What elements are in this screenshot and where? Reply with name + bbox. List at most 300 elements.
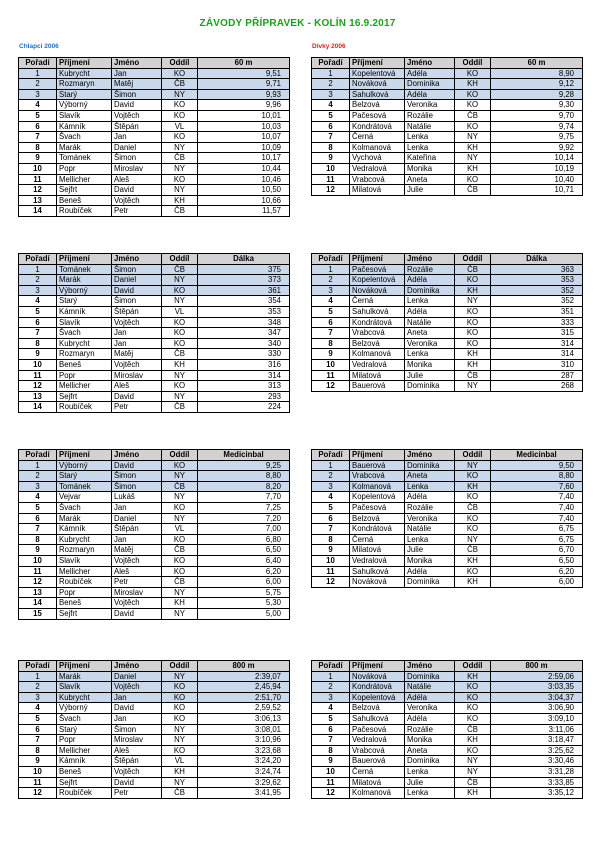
- surname-cell: Bauerová: [350, 756, 405, 767]
- result-cell: 10,71: [491, 185, 583, 196]
- club-cell: KH: [455, 349, 491, 360]
- name-cell: Daniel: [112, 671, 162, 682]
- table-row: [312, 724, 583, 735]
- result-cell: 10,03: [198, 121, 290, 132]
- rank-cell: 4: [19, 492, 57, 503]
- club-cell: ČB: [162, 349, 198, 360]
- result-cell: 10,01: [198, 110, 290, 121]
- surname-cell: Roubíček: [57, 788, 112, 799]
- table-row: [312, 100, 583, 111]
- surname-cell: Vrabcová: [350, 174, 405, 185]
- surname-cell: Kopelentová: [350, 692, 405, 703]
- rank-cell: 5: [312, 713, 350, 724]
- surname-cell: Kopelentová: [350, 492, 405, 503]
- result-cell: 7,00: [198, 524, 290, 535]
- club-cell: VL: [162, 121, 198, 132]
- name-cell: Natálie: [405, 682, 455, 693]
- header-club: Oddíl: [162, 254, 198, 265]
- surname-cell: Vedralová: [350, 359, 405, 370]
- name-cell: Lenka: [405, 349, 455, 360]
- club-cell: KH: [455, 163, 491, 174]
- surname-cell: Beneš: [57, 359, 112, 370]
- club-cell: KO: [162, 703, 198, 714]
- club-cell: KO: [455, 328, 491, 339]
- surname-cell: Sahulková: [350, 89, 405, 100]
- result-cell: 354: [198, 296, 290, 307]
- table-row: [312, 692, 583, 703]
- result-cell: 2,59,52: [198, 703, 290, 714]
- table-row: [19, 566, 290, 577]
- rank-cell: 12: [312, 185, 350, 196]
- rank-cell: 7: [312, 328, 350, 339]
- header-name: Jméno: [405, 661, 455, 672]
- surname-cell: Rozmaryn: [57, 545, 112, 556]
- header-surname: Příjmení: [350, 450, 405, 461]
- name-cell: Adéla: [405, 275, 455, 286]
- name-cell: Veronika: [405, 338, 455, 349]
- name-cell: Adéla: [405, 492, 455, 503]
- result-cell: 351: [491, 306, 583, 317]
- table-row: [312, 555, 583, 566]
- table-header-row: [312, 254, 583, 265]
- boys-results-table-4: [18, 660, 290, 799]
- header-surname: Příjmení: [57, 254, 112, 265]
- rank-cell: 6: [19, 724, 57, 735]
- rank-cell: 2: [19, 79, 57, 90]
- table-row: [312, 110, 583, 121]
- surname-cell: Slavík: [57, 317, 112, 328]
- surname-cell: Beneš: [57, 598, 112, 609]
- rank-cell: 9: [312, 756, 350, 767]
- boys-results-table-2: [18, 253, 290, 413]
- table-row: [312, 317, 583, 328]
- result-cell: 10,50: [198, 185, 290, 196]
- rank-cell: 2: [19, 275, 57, 286]
- club-cell: KO: [162, 285, 198, 296]
- rank-cell: 12: [19, 381, 57, 392]
- result-cell: 3:25,62: [491, 745, 583, 756]
- table-row: [312, 713, 583, 724]
- header-discipline: 800 m: [198, 661, 290, 672]
- girls-results-table-1: [311, 57, 583, 196]
- name-cell: Monika: [405, 163, 455, 174]
- result-cell: 8,90: [491, 68, 583, 79]
- name-cell: Adéla: [405, 713, 455, 724]
- surname-cell: Švach: [57, 132, 112, 143]
- name-cell: Lenka: [405, 534, 455, 545]
- header-name: Jméno: [405, 58, 455, 69]
- result-cell: 10,44: [198, 163, 290, 174]
- result-cell: 314: [491, 349, 583, 360]
- rank-cell: 4: [19, 703, 57, 714]
- club-cell: NY: [162, 671, 198, 682]
- surname-cell: Kondrátová: [350, 524, 405, 535]
- club-cell: KH: [455, 285, 491, 296]
- rank-cell: 9: [19, 756, 57, 767]
- table-row: [312, 381, 583, 392]
- name-cell: Vojtěch: [112, 555, 162, 566]
- table-row: [312, 185, 583, 196]
- surname-cell: Belzová: [350, 338, 405, 349]
- table-row: [312, 577, 583, 588]
- table-header-row: [312, 661, 583, 672]
- name-cell: Štěpán: [112, 121, 162, 132]
- name-cell: Petr: [112, 402, 162, 413]
- header-rank: Pořadí: [19, 58, 57, 69]
- result-cell: 6,20: [198, 566, 290, 577]
- result-cell: 340: [198, 338, 290, 349]
- table-row: [312, 370, 583, 381]
- boys-results-table-3: [18, 449, 290, 620]
- table-row: [19, 185, 290, 196]
- name-cell: Miroslav: [112, 370, 162, 381]
- club-cell: KO: [455, 492, 491, 503]
- rank-cell: 2: [312, 682, 350, 693]
- club-cell: NY: [455, 132, 491, 143]
- table-row: [312, 481, 583, 492]
- surname-cell: Kubrycht: [57, 692, 112, 703]
- rank-cell: 8: [19, 338, 57, 349]
- name-cell: Monika: [405, 555, 455, 566]
- rank-cell: 3: [19, 89, 57, 100]
- result-cell: 3:06,13: [198, 713, 290, 724]
- name-cell: Natálie: [405, 121, 455, 132]
- rank-cell: 4: [312, 296, 350, 307]
- table-row: [312, 349, 583, 360]
- table-row: [19, 481, 290, 492]
- name-cell: Dominika: [405, 577, 455, 588]
- surname-cell: Vychová: [350, 153, 405, 164]
- boys-results-table-1: [18, 57, 290, 217]
- rank-cell: 4: [312, 492, 350, 503]
- surname-cell: Kondrátová: [350, 682, 405, 693]
- table-row: [19, 338, 290, 349]
- header-club: Oddíl: [162, 661, 198, 672]
- surname-cell: Beneš: [57, 195, 112, 206]
- result-cell: 2:51,70: [198, 692, 290, 703]
- surname-cell: Tománek: [57, 481, 112, 492]
- name-cell: Dominika: [405, 460, 455, 471]
- result-cell: 9,12: [491, 79, 583, 90]
- rank-cell: 10: [312, 359, 350, 370]
- rank-cell: 11: [312, 566, 350, 577]
- table-row: [312, 766, 583, 777]
- name-cell: Aneta: [405, 471, 455, 482]
- rank-cell: 12: [312, 381, 350, 392]
- header-rank: Pořadí: [19, 450, 57, 461]
- header-rank: Pořadí: [312, 661, 350, 672]
- surname-cell: Vrabcová: [350, 471, 405, 482]
- club-cell: KO: [455, 100, 491, 111]
- surname-cell: Roubíček: [57, 206, 112, 217]
- name-cell: Jan: [112, 713, 162, 724]
- rank-cell: 11: [19, 370, 57, 381]
- table-row: [19, 275, 290, 286]
- name-cell: Vojtěch: [112, 110, 162, 121]
- name-cell: Lenka: [405, 788, 455, 799]
- name-cell: Miroslav: [112, 587, 162, 598]
- rank-cell: 4: [312, 703, 350, 714]
- table-row: [19, 306, 290, 317]
- club-cell: KO: [162, 317, 198, 328]
- header-discipline: 800 m: [491, 661, 583, 672]
- club-cell: KH: [455, 788, 491, 799]
- rank-cell: 11: [312, 777, 350, 788]
- rank-cell: 14: [19, 402, 57, 413]
- name-cell: Lenka: [405, 142, 455, 153]
- header-surname: Příjmení: [57, 661, 112, 672]
- result-cell: 6,50: [491, 555, 583, 566]
- club-cell: KO: [455, 68, 491, 79]
- surname-cell: Kolmanová: [350, 788, 405, 799]
- table-row: [19, 671, 290, 682]
- table-row: [19, 153, 290, 164]
- club-cell: KO: [455, 275, 491, 286]
- club-cell: KO: [162, 460, 198, 471]
- result-cell: 3:24,20: [198, 756, 290, 767]
- surname-cell: Pačesová: [350, 110, 405, 121]
- table-row: [19, 577, 290, 588]
- table-row: [19, 682, 290, 693]
- name-cell: Aneta: [405, 328, 455, 339]
- table-row: [19, 756, 290, 767]
- name-cell: David: [112, 285, 162, 296]
- club-cell: KH: [455, 359, 491, 370]
- rank-cell: 3: [312, 285, 350, 296]
- surname-cell: Rozmaryn: [57, 79, 112, 90]
- rank-cell: 7: [19, 132, 57, 143]
- result-cell: 287: [491, 370, 583, 381]
- surname-cell: Černá: [350, 296, 405, 307]
- name-cell: Dominika: [405, 79, 455, 90]
- surname-cell: Roubíček: [57, 577, 112, 588]
- surname-cell: Výborný: [57, 703, 112, 714]
- name-cell: Kateřina: [405, 153, 455, 164]
- surname-cell: Nováková: [350, 79, 405, 90]
- club-cell: NY: [455, 534, 491, 545]
- name-cell: David: [112, 608, 162, 619]
- club-cell: KH: [162, 766, 198, 777]
- club-cell: ČB: [455, 777, 491, 788]
- table-row: [312, 306, 583, 317]
- header-name: Jméno: [112, 661, 162, 672]
- club-cell: ČB: [162, 481, 198, 492]
- table-row: [19, 68, 290, 79]
- rank-cell: 14: [19, 598, 57, 609]
- table-row: [19, 359, 290, 370]
- surname-cell: Bauerová: [350, 460, 405, 471]
- girls-category-label: Dívky 2006: [312, 43, 346, 50]
- name-cell: David: [112, 777, 162, 788]
- result-cell: 3:33,85: [491, 777, 583, 788]
- surname-cell: Milatová: [350, 545, 405, 556]
- table-row: [312, 121, 583, 132]
- result-cell: 9,96: [198, 100, 290, 111]
- table-header-row: [312, 450, 583, 461]
- table-row: [19, 735, 290, 746]
- club-cell: KO: [455, 566, 491, 577]
- rank-cell: 3: [312, 89, 350, 100]
- header-discipline: Dálka: [491, 254, 583, 265]
- rank-cell: 7: [19, 735, 57, 746]
- surname-cell: Pačesová: [350, 264, 405, 275]
- club-cell: ČB: [455, 502, 491, 513]
- surname-cell: Slavík: [57, 682, 112, 693]
- result-cell: 6,75: [491, 524, 583, 535]
- name-cell: Štěpán: [112, 306, 162, 317]
- result-cell: 313: [198, 381, 290, 392]
- surname-cell: Sahulková: [350, 306, 405, 317]
- name-cell: Dominika: [405, 671, 455, 682]
- table-row: [312, 492, 583, 503]
- header-club: Oddíl: [455, 58, 491, 69]
- surname-cell: Belzová: [350, 703, 405, 714]
- header-surname: Příjmení: [57, 450, 112, 461]
- result-cell: 9,71: [198, 79, 290, 90]
- rank-cell: 8: [19, 142, 57, 153]
- surname-cell: Slavík: [57, 555, 112, 566]
- club-cell: KO: [162, 713, 198, 724]
- header-name: Jméno: [112, 254, 162, 265]
- rank-cell: 9: [19, 349, 57, 360]
- boys-category-label: Chlapci 2006: [19, 43, 59, 50]
- surname-cell: Černá: [350, 534, 405, 545]
- surname-cell: Marák: [57, 671, 112, 682]
- rank-cell: 12: [312, 788, 350, 799]
- club-cell: KO: [455, 338, 491, 349]
- club-cell: ČB: [162, 788, 198, 799]
- rank-cell: 5: [19, 110, 57, 121]
- table-row: [19, 587, 290, 598]
- club-cell: KO: [162, 338, 198, 349]
- table-row: [19, 608, 290, 619]
- rank-cell: 1: [19, 264, 57, 275]
- name-cell: Adéla: [405, 89, 455, 100]
- table-row: [19, 513, 290, 524]
- table-row: [19, 317, 290, 328]
- surname-cell: Milatová: [350, 185, 405, 196]
- club-cell: NY: [455, 766, 491, 777]
- table-row: [19, 724, 290, 735]
- table-row: [19, 788, 290, 799]
- name-cell: Dominika: [405, 285, 455, 296]
- name-cell: Lukáš: [112, 492, 162, 503]
- surname-cell: Kámník: [57, 756, 112, 767]
- name-cell: David: [112, 391, 162, 402]
- result-cell: 10,09: [198, 142, 290, 153]
- rank-cell: 7: [19, 524, 57, 535]
- name-cell: Šimon: [112, 264, 162, 275]
- club-cell: ČB: [455, 724, 491, 735]
- club-cell: VL: [162, 306, 198, 317]
- rank-cell: 12: [19, 577, 57, 588]
- table-row: [312, 68, 583, 79]
- club-cell: NY: [455, 756, 491, 767]
- name-cell: Matěj: [112, 79, 162, 90]
- name-cell: Aleš: [112, 745, 162, 756]
- surname-cell: Kubrycht: [57, 534, 112, 545]
- surname-cell: Švach: [57, 713, 112, 724]
- surname-cell: Roubíček: [57, 402, 112, 413]
- rank-cell: 8: [312, 745, 350, 756]
- rank-cell: 1: [19, 671, 57, 682]
- rank-cell: 7: [19, 328, 57, 339]
- table-row: [19, 381, 290, 392]
- surname-cell: Kopelentová: [350, 275, 405, 286]
- table-row: [19, 471, 290, 482]
- name-cell: Daniel: [112, 513, 162, 524]
- table-row: [19, 545, 290, 556]
- header-name: Jméno: [405, 450, 455, 461]
- surname-cell: Kondrátová: [350, 121, 405, 132]
- surname-cell: Kolmanová: [350, 142, 405, 153]
- table-row: [19, 777, 290, 788]
- club-cell: NY: [162, 724, 198, 735]
- result-cell: 352: [491, 285, 583, 296]
- surname-cell: Marák: [57, 142, 112, 153]
- surname-cell: Výborný: [57, 100, 112, 111]
- header-club: Oddíl: [162, 58, 198, 69]
- table-row: [312, 534, 583, 545]
- rank-cell: 1: [312, 264, 350, 275]
- result-cell: 10,66: [198, 195, 290, 206]
- table-row: [312, 471, 583, 482]
- surname-cell: Kubrycht: [57, 338, 112, 349]
- name-cell: Jan: [112, 534, 162, 545]
- surname-cell: Vrabcová: [350, 745, 405, 756]
- name-cell: Aneta: [405, 745, 455, 756]
- surname-cell: Kolmanová: [350, 349, 405, 360]
- table-row: [19, 703, 290, 714]
- result-cell: 314: [491, 338, 583, 349]
- rank-cell: 10: [312, 766, 350, 777]
- result-cell: 315: [491, 328, 583, 339]
- rank-cell: 3: [19, 285, 57, 296]
- club-cell: KO: [162, 502, 198, 513]
- name-cell: Lenka: [405, 481, 455, 492]
- result-cell: 8,20: [198, 481, 290, 492]
- surname-cell: Kámník: [57, 524, 112, 535]
- rank-cell: 8: [312, 534, 350, 545]
- club-cell: KO: [162, 692, 198, 703]
- club-cell: NY: [162, 471, 198, 482]
- table-row: [312, 788, 583, 799]
- surname-cell: Nováková: [350, 577, 405, 588]
- result-cell: 7,60: [491, 481, 583, 492]
- table-row: [312, 682, 583, 693]
- rank-cell: 4: [312, 100, 350, 111]
- surname-cell: Nováková: [350, 671, 405, 682]
- surname-cell: Milatová: [350, 370, 405, 381]
- name-cell: Vojtěch: [112, 682, 162, 693]
- header-club: Oddíl: [455, 661, 491, 672]
- rank-cell: 15: [19, 608, 57, 619]
- table-row: [312, 79, 583, 90]
- result-cell: 9,75: [491, 132, 583, 143]
- name-cell: Adéla: [405, 68, 455, 79]
- result-cell: 3:10,96: [198, 735, 290, 746]
- name-cell: Adéla: [405, 306, 455, 317]
- club-cell: VL: [162, 524, 198, 535]
- name-cell: Aleš: [112, 381, 162, 392]
- surname-cell: Švach: [57, 328, 112, 339]
- name-cell: Adéla: [405, 566, 455, 577]
- rank-cell: 10: [312, 163, 350, 174]
- girls-results-table-3: [311, 449, 583, 588]
- rank-cell: 8: [312, 338, 350, 349]
- table-row: [19, 492, 290, 503]
- name-cell: Julie: [405, 185, 455, 196]
